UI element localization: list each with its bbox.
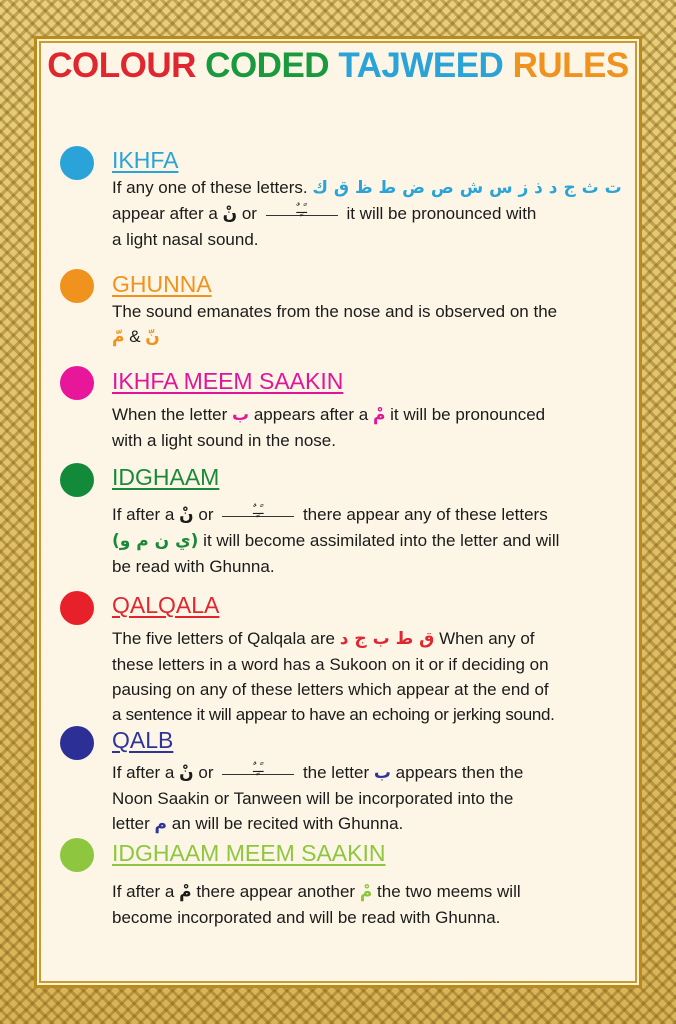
section-heading: IDGHAAM <box>112 464 220 490</box>
section-ikhfa-meem-saakin <box>60 364 636 454</box>
section-qalqala <box>60 589 636 729</box>
color-dot-magenta <box>60 366 94 400</box>
section-heading: GHUNNA <box>112 271 212 297</box>
section-qalb <box>60 724 636 839</box>
title-word-rules: RULES <box>512 46 629 85</box>
title-word-colour: COLOUR <box>47 46 196 85</box>
title-word-tajweed: TAJWEED <box>338 46 504 85</box>
color-dot-navy <box>60 726 94 760</box>
section-text: The five letters of Qalqala are ق ط ب ج د When any of these letters in a word has a Sukoon on it or if deciding on pausing on any of these letters which appear at the end of a sentence it will appear to have an echoing or jerking sound. <box>112 629 555 724</box>
section-text: The sound emanates from the nose and is observed on the نّ & مّ <box>112 302 558 347</box>
section-ghunna <box>60 265 636 355</box>
color-dot-orange <box>60 269 94 303</box>
section-ikhfa <box>60 143 636 253</box>
section-heading: QALQALA <box>112 592 220 618</box>
section-text: When the letter ب appears after a مْ it will be pronounced with a light sound in the nose. <box>112 405 546 450</box>
poster-title <box>0 46 676 86</box>
section-text: If after a مْ there appear another مْ the two meems will become incorporated and will be read with Ghunna. <box>112 882 521 927</box>
section-text: If after a نْ or ـًـٍـٌ the letter ب appears then the Noon Saakin or Tanween will be incorporated into the letter م an will be recited with Ghunna. <box>112 761 524 834</box>
section-heading: IDGHAAM MEEM SAAKIN <box>112 840 386 866</box>
color-dot-lime <box>60 838 94 872</box>
section-idghaam <box>60 460 636 580</box>
color-dot-green <box>60 463 94 497</box>
color-dot-red <box>60 591 94 625</box>
section-heading: QALB <box>112 727 174 753</box>
section-text: If any one of these letters. ت ث ج د ذ ز س ش ص ض ط ظ ق ك appear after a نْ or ـًـٍـٌ it will be pronounced with a light nasal sound. <box>112 178 622 249</box>
color-dot-blue <box>60 146 94 180</box>
section-heading: IKHFA MEEM SAAKIN <box>112 368 344 394</box>
section-idghaam-meem-saakin <box>60 838 636 938</box>
section-heading: IKHFA <box>112 147 179 173</box>
section-text: If after a نْ or ـًـٍـٌ there appear any of these letters (ي ن م و) it will become assimilated into the letter and will be read with Ghunna. <box>112 503 560 576</box>
title-word-coded: CODED <box>205 46 330 85</box>
